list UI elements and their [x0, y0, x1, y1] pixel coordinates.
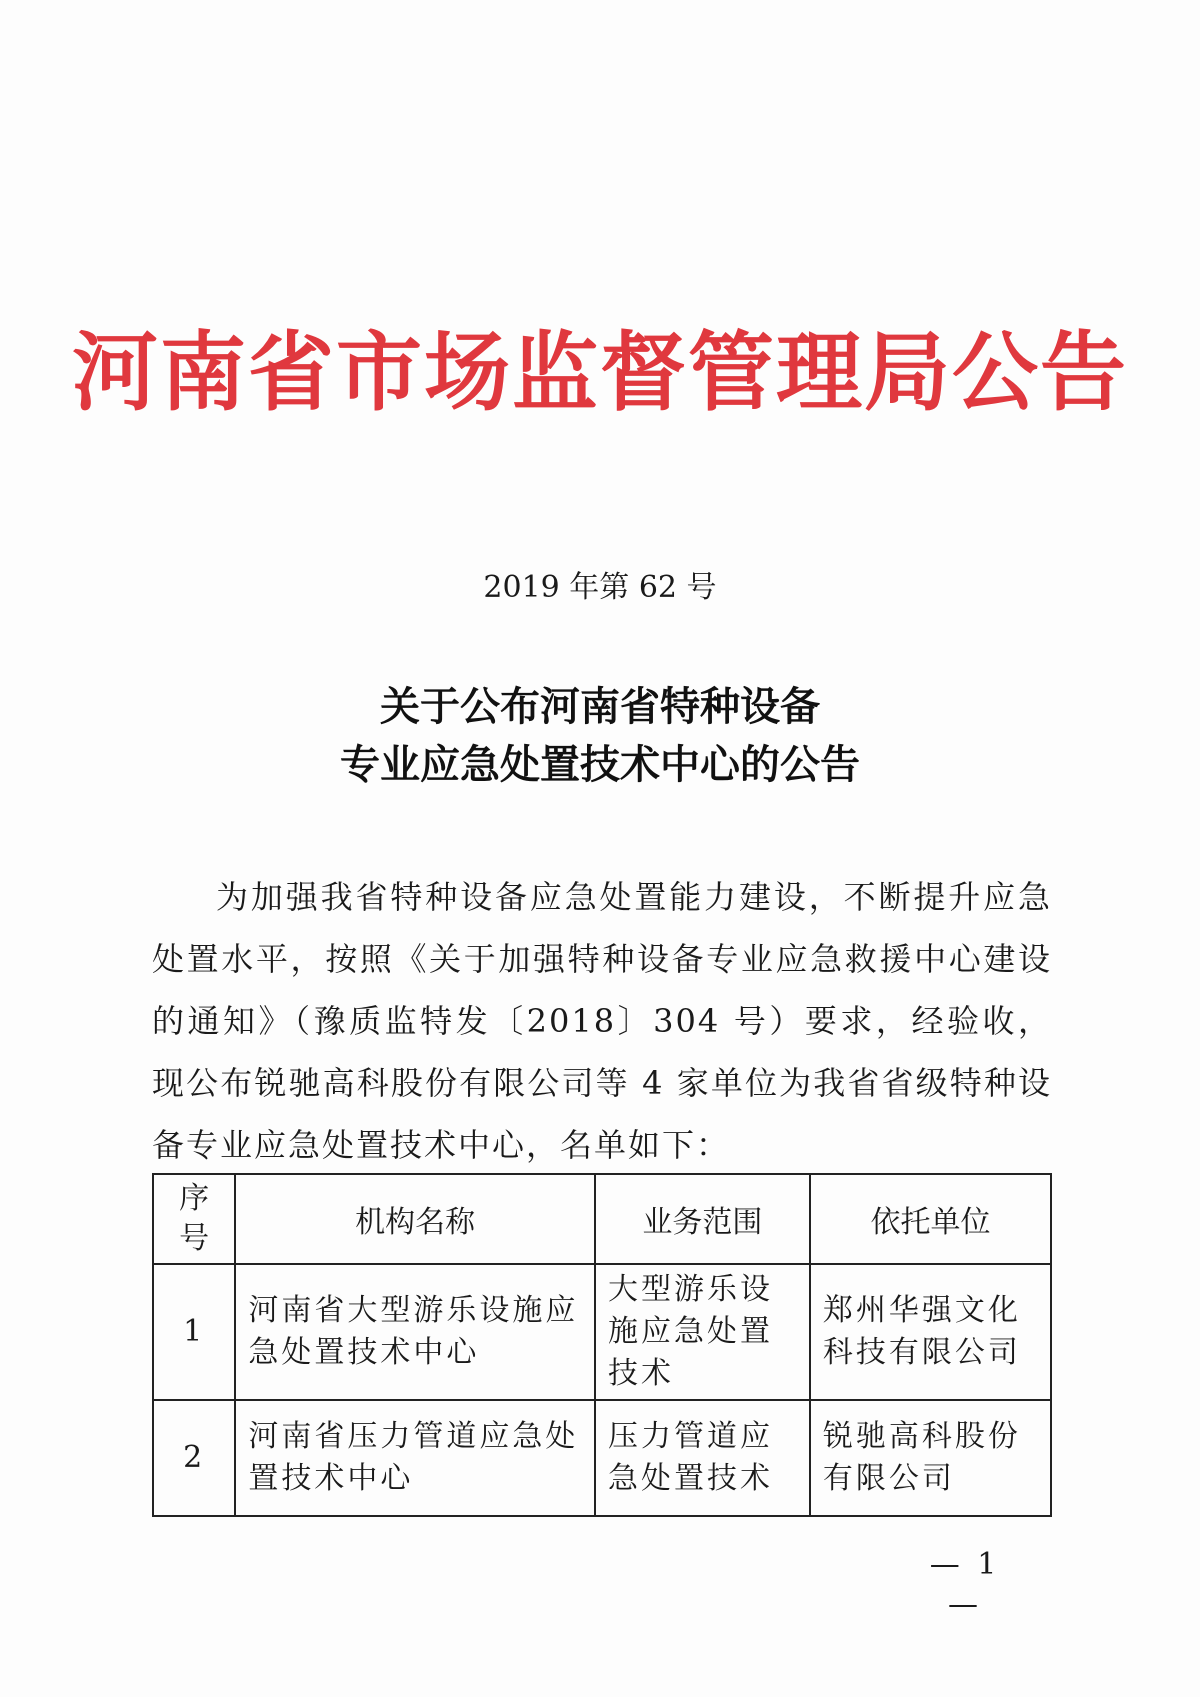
table-cell-unit: 郑州华强文化科技有限公司 [810, 1264, 1051, 1400]
table-cell-seq: 2 [153, 1400, 235, 1516]
document-number: 2019 年第 62 号 [483, 570, 717, 605]
body-paragraph: 为加强我省特种设备应急处置能力建设，不断提升应急处置水平，按照《关于加强特种设备专业应急救援中心建设的通知》（豫质监特发〔2018〕304 号）要求，经验收，现公布锐驰高科股份有限公司等 4 家单位为我省省级特种设备专业应急处置技术中心，名单如下： [152, 878, 1052, 1164]
document-title [0, 678, 1200, 794]
agency-header-title: 河南省市场监督管理局公告 [72, 323, 1128, 423]
table-cell-seq: 1 [153, 1264, 235, 1400]
center-list-table [152, 1173, 1052, 1517]
document-title-line-2: 专业应急处置技术中心的公告 [340, 742, 860, 788]
table-header-seq [153, 1174, 235, 1264]
table-cell-scope: 压力管道应急处置技术 [595, 1400, 810, 1516]
table-cell-name: 河南省大型游乐设施应急处置技术中心 [235, 1264, 595, 1400]
page-number: — 1 — [929, 1547, 1001, 1622]
table-header-name: 机构名称 [235, 1174, 595, 1264]
table-cell-scope: 大型游乐设施应急处置技术 [595, 1264, 810, 1400]
table-header-unit: 依托单位 [810, 1174, 1051, 1264]
table-row [153, 1264, 1051, 1400]
table-header-seq-label: 序号 [179, 1181, 210, 1256]
document-title-line-1: 关于公布河南省特种设备 [380, 684, 820, 730]
table-row [153, 1400, 1051, 1516]
body-text [152, 866, 1052, 1176]
table-header-scope: 业务范围 [595, 1174, 810, 1264]
table-cell-unit: 锐驰高科股份有限公司 [810, 1400, 1051, 1516]
table-cell-name: 河南省压力管道应急处置技术中心 [235, 1400, 595, 1516]
table-header-row [153, 1174, 1051, 1264]
